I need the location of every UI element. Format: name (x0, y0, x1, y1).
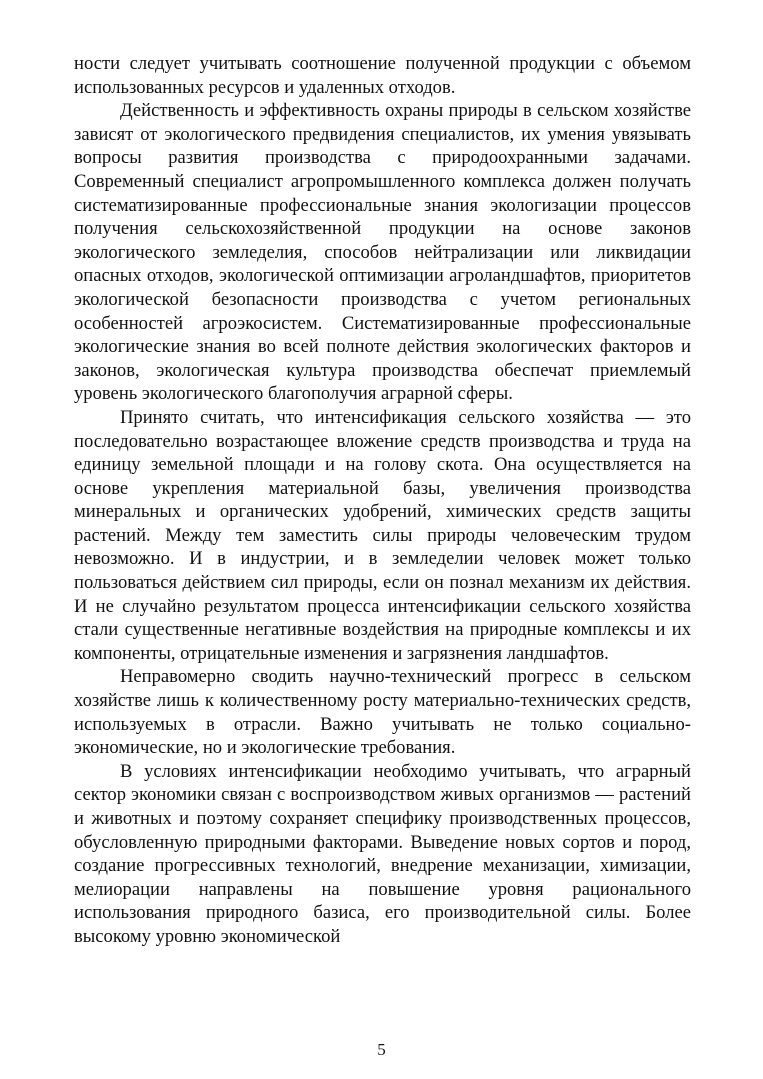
paragraph-agrarian-sector: В условиях интенсификации необходимо учитывать, что аграрный сектор экономики связан с воспроизводством живых организмов — растений и животных и поэтому сохраняет специфику производственных процессов, обусловленную природными факторами. Выведение новых сортов и пород, создание прогрессивных технологий, внедрение механизации, химизации, мелиорации направлены на повышение уровня рационального использования природного базиса, его производительной силы. Более высокому уровню экономической (74, 760, 691, 947)
paragraph-scientific-progress: Неправомерно сводить научно-технический прогресс в сельском хозяйстве лишь к количественному росту материально-технических средств, используемых в отрасли. Важно учитывать не только социально-экономические, но и экологические требования. (74, 666, 691, 759)
page-body (74, 52, 691, 949)
paragraph-nature-protection: Действенность и эффективность охраны природы в сельском хозяйстве зависят от экологического предвидения специалистов, их умения увязывать вопросы развития производства с природоохранными задачами. Современный специалист агропромышленного комплекса должен получать систематизированные профессиональные знания экологизации процессов получения сельскохозяйственной продукции на основе законов экологического земледелия, способов нейтрализации или ликвидации опасных отходов, экологической оптимизации агроландшафтов, приоритетов экологической безопасности производства с учетом региональных особенностей агроэкосистем. Систематизированные профессиональные экологические знания во всей полноте действия экологических факторов и законов, экологическая культура производства обеспечат приемлемый уровень экологического благополучия аграрной сферы. (74, 100, 691, 405)
paragraph-continuation: ности следует учитывать соотношение полученной продукции с объемом использованных ресурсов и удаленных отходов. (74, 53, 691, 98)
page-number: 5 (377, 1040, 386, 1059)
paragraph-intensification: Принято считать, что интенсификация сельского хозяйства — это последовательно возрастающее вложение средств производства и труда на единицу земельной площади и на голову скота. Она осуществляется на основе укрепления материальной базы, увеличения производства минеральных и органических удобрений, химических средств защиты растений. Между тем заместить силы природы человеческим трудом невозможно. И в индустрии, и в земледелии человек может только пользоваться действием сил природы, если он познал механизм их действия. И не случайно результатом процесса интенсификации сельского хозяйства стали существенные негативные воздействия на природные комплексы и их компоненты, отрицательные изменения и загрязнения ландшафтов. (74, 406, 691, 664)
